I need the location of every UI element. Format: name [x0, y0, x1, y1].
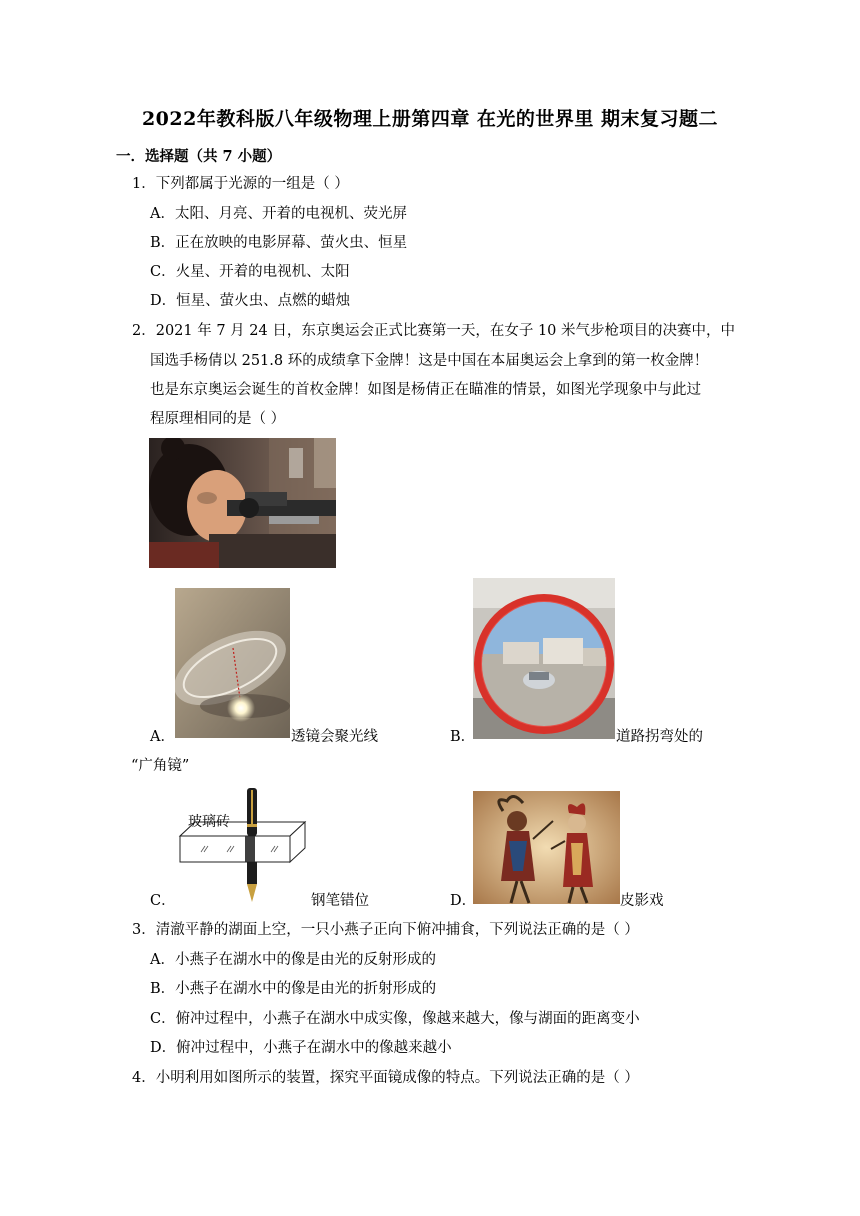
road-convex-mirror-image — [473, 578, 615, 739]
option-b-letter: B． — [450, 729, 476, 745]
option-d-letter: D． — [450, 893, 477, 909]
option-a-caption: 透镜会聚光线 — [291, 729, 378, 745]
question-3-option-b: B．小燕子在湖水中的像是由光的折射形成的 — [150, 981, 437, 997]
option-b-caption: 道路拐弯处的 — [616, 729, 703, 745]
option-d-caption: 皮影戏 — [620, 893, 664, 909]
glass-brick-pen-diagram — [175, 784, 310, 904]
page-title: 2022年教科版八年级物理上册第四章 在光的世界里 期末复习题二 — [141, 108, 719, 130]
question-1-stem: 1．下列都属于光源的一组是（ ） — [132, 176, 349, 192]
question-1-option-c: C．火星、开着的电视机、太阳 — [150, 264, 350, 280]
question-1-option-b: B．正在放映的电影屏幕、萤火虫、恒星 — [150, 235, 408, 251]
shadow-play-image — [473, 791, 620, 904]
section-heading: 一．选择题（共 7 小题） — [116, 148, 282, 165]
shooter-aiming-photo — [149, 438, 336, 568]
question-1-option-d: D．恒星、萤火虫、点燃的蜡烛 — [150, 293, 351, 309]
question-3-option-a: A．小燕子在湖水中的像是由光的反射形成的 — [150, 952, 436, 968]
question-3-option-c: C．俯冲过程中，小燕子在湖水中成实像，像越来越大，像与湖面的距离变小 — [150, 1011, 640, 1027]
option-c-caption: 钢笔错位 — [311, 893, 369, 909]
lens-focusing-light-image — [175, 588, 290, 738]
question-1-option-a: A．太阳、月亮、开着的电视机、荧光屏 — [150, 206, 407, 222]
option-c-letter: C． — [150, 893, 176, 909]
question-2-stem-line-4: 程原理相同的是（ ） — [150, 411, 286, 427]
option-a-letter: A． — [150, 729, 175, 745]
glass-brick-label: 玻璃砖 — [188, 814, 230, 830]
question-2-stem-line-2: 国选手杨倩以 251.8 环的成绩拿下金牌！这是中国在本届奥运会上拿到的第一枚金牌！ — [150, 353, 709, 369]
question-3-stem: 3．清澈平静的湖面上空，一只小燕子正向下俯冲捕食，下列说法正确的是（ ） — [132, 922, 639, 938]
question-3-option-d: D．俯冲过程中，小燕子在湖水中的像越来越小 — [150, 1040, 452, 1056]
question-4-stem: 4．小明利用如图所示的装置，探究平面镜成像的特点。下列说法正确的是（ ） — [132, 1070, 639, 1086]
option-b-caption-continued: “广角镜” — [131, 758, 190, 774]
question-2-stem-line-1: 2．2021 年 7 月 24 日，东京奥运会正式比赛第一天，在女子 10 米气步枪项目的决赛中，中 — [132, 323, 736, 339]
question-2-stem-line-3: 也是东京奥运会诞生的首枚金牌！如图是杨倩正在瞄准的情景，如图光学现象中与此过 — [150, 382, 701, 398]
